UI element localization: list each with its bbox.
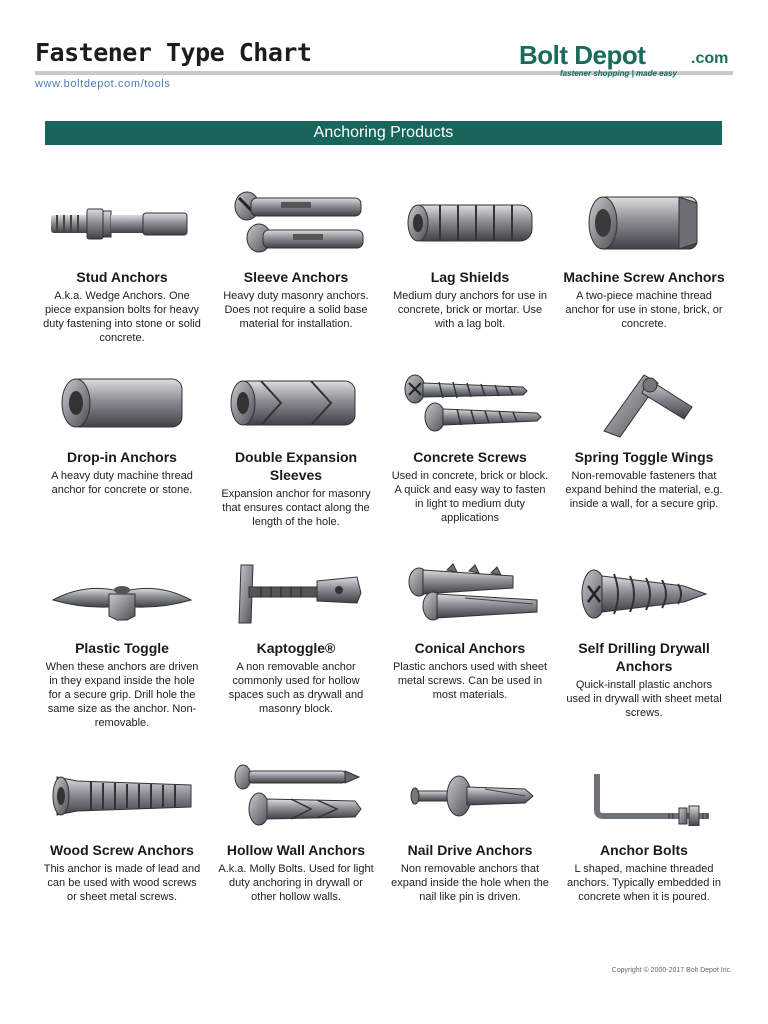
product-card-kaptoggle (210, 553, 382, 716)
product-name: Nail Drive Anchors (407, 842, 533, 858)
product-card-self-drilling-drywall-anchors (558, 553, 730, 720)
product-name: Conical Anchors (414, 640, 526, 656)
drop-in-anchor-icon (52, 373, 192, 433)
product-description: Expansion anchor for masonry that ensures contact along the length of the hole. (221, 488, 371, 528)
product-card-double-expansion-sleeves (210, 362, 382, 529)
double-expansion-sleeve-icon (221, 371, 371, 435)
product-card-drop-in-anchors (36, 362, 208, 497)
product-card-lag-shields (384, 182, 556, 331)
product-name: Spring Toggle Wings (574, 449, 714, 465)
self-drilling-anchor-icon (574, 562, 714, 626)
product-card-conical-anchors (384, 553, 556, 702)
product-description: L shaped, machine threaded anchors. Typically embedded in concrete when it is poured. (567, 863, 721, 903)
product-card-hollow-wall-anchors (210, 755, 382, 904)
lag-shield-icon (400, 193, 540, 253)
product-card-spring-toggle-wings (558, 362, 730, 511)
hollow-wall-anchor-icon (221, 761, 371, 831)
spring-toggle-wing-icon (584, 365, 704, 441)
product-card-nail-drive-anchors (384, 755, 556, 904)
product-description: Quick-install plastic anchors used in drywall with sheet metal screws. (566, 679, 722, 719)
wood-screw-anchor-icon (47, 771, 197, 821)
logo-com: .com (691, 50, 729, 67)
product-card-stud-anchors (36, 182, 208, 345)
product-description: Medium dury anchors for use in concrete, brick or mortar. Use with a lag bolt. (392, 290, 548, 330)
logo-wordmark: Bolt Depot (519, 40, 646, 70)
product-name: Stud Anchors (76, 269, 168, 285)
product-description: Plastic anchors used with sheet metal screws. Can be used in most materials. (392, 661, 548, 701)
page-title: Fastener Type Chart (35, 38, 312, 67)
product-name: Machine Screw Anchors (563, 269, 725, 285)
product-card-concrete-screws (384, 362, 556, 525)
section-banner: Anchoring Products (45, 121, 722, 145)
sleeve-anchor-icon (221, 188, 371, 258)
product-name: Self Drilling Drywall Anchors (578, 640, 710, 674)
product-description: Used in concrete, brick or block. A quick and easy way to fasten in light to medium duty applications (391, 470, 549, 524)
product-name: Wood Screw Anchors (50, 842, 194, 858)
nail-drive-anchor-icon (395, 771, 545, 821)
product-name: Lag Shields (430, 269, 510, 285)
bolt-depot-logo[interactable] (519, 40, 734, 80)
product-name: Sleeve Anchors (243, 269, 349, 285)
logo-tagline: fastener shopping | made easy (560, 69, 677, 78)
product-description: A two-piece machine thread anchor for use in stone, brick, or concrete. (565, 290, 723, 330)
product-description: A.k.a. Molly Bolts. Used for light duty anchoring in drywall or other hollow walls. (218, 863, 374, 903)
machine-screw-anchor-icon (579, 191, 709, 255)
stud-anchor-icon (47, 193, 197, 253)
product-card-anchor-bolts (558, 755, 730, 904)
kaptoggle-icon (221, 559, 371, 629)
product-description: Non removable anchors that expand inside the hole when the nail like pin is driven. (391, 863, 549, 903)
product-name: Kaptoggle® (256, 640, 336, 656)
product-description: Heavy duty masonry anchors. Does not require a solid base material for installation. (223, 290, 369, 330)
product-name: Hollow Wall Anchors (226, 842, 366, 858)
product-description: A non removable anchor commonly used for hollow spaces such as drywall and masonry block. (228, 661, 364, 715)
product-card-wood-screw-anchors (36, 755, 208, 904)
product-card-plastic-toggle (36, 553, 208, 730)
anchor-bolt-icon (569, 766, 719, 826)
copyright-notice: Copyright © 2000-2017 Bolt Depot Inc. (611, 967, 732, 974)
product-description: This anchor is made of lead and can be used with wood screws or sheet metal screws. (43, 863, 201, 903)
product-description: A heavy duty machine thread anchor for concrete or stone. (51, 470, 193, 496)
product-card-sleeve-anchors (210, 182, 382, 331)
product-card-machine-screw-anchors (558, 182, 730, 331)
tools-link[interactable]: www.boltdepot.com/tools (35, 78, 171, 90)
product-name: Drop-in Anchors (67, 449, 177, 465)
product-name: Anchor Bolts (600, 842, 688, 858)
plastic-toggle-icon (47, 564, 197, 624)
product-name: Double Expansion Sleeves (234, 449, 358, 483)
product-name: Concrete Screws (413, 449, 527, 465)
product-description: When these anchors are driven in they expand inside the hole for a secure grip. Drill hole the same size as the anchor. Non-removable. (45, 661, 199, 729)
conical-anchor-icon (395, 562, 545, 626)
concrete-screw-icon (395, 371, 545, 435)
product-description: Non-removable fasteners that expand behind the material, e.g. inside a wall, for a secure grip. (565, 470, 723, 510)
product-name: Plastic Toggle (75, 640, 169, 656)
product-description: A.k.a. Wedge Anchors. One piece expansion bolts for heavy duty fastening into stone or solid concrete. (43, 290, 201, 344)
